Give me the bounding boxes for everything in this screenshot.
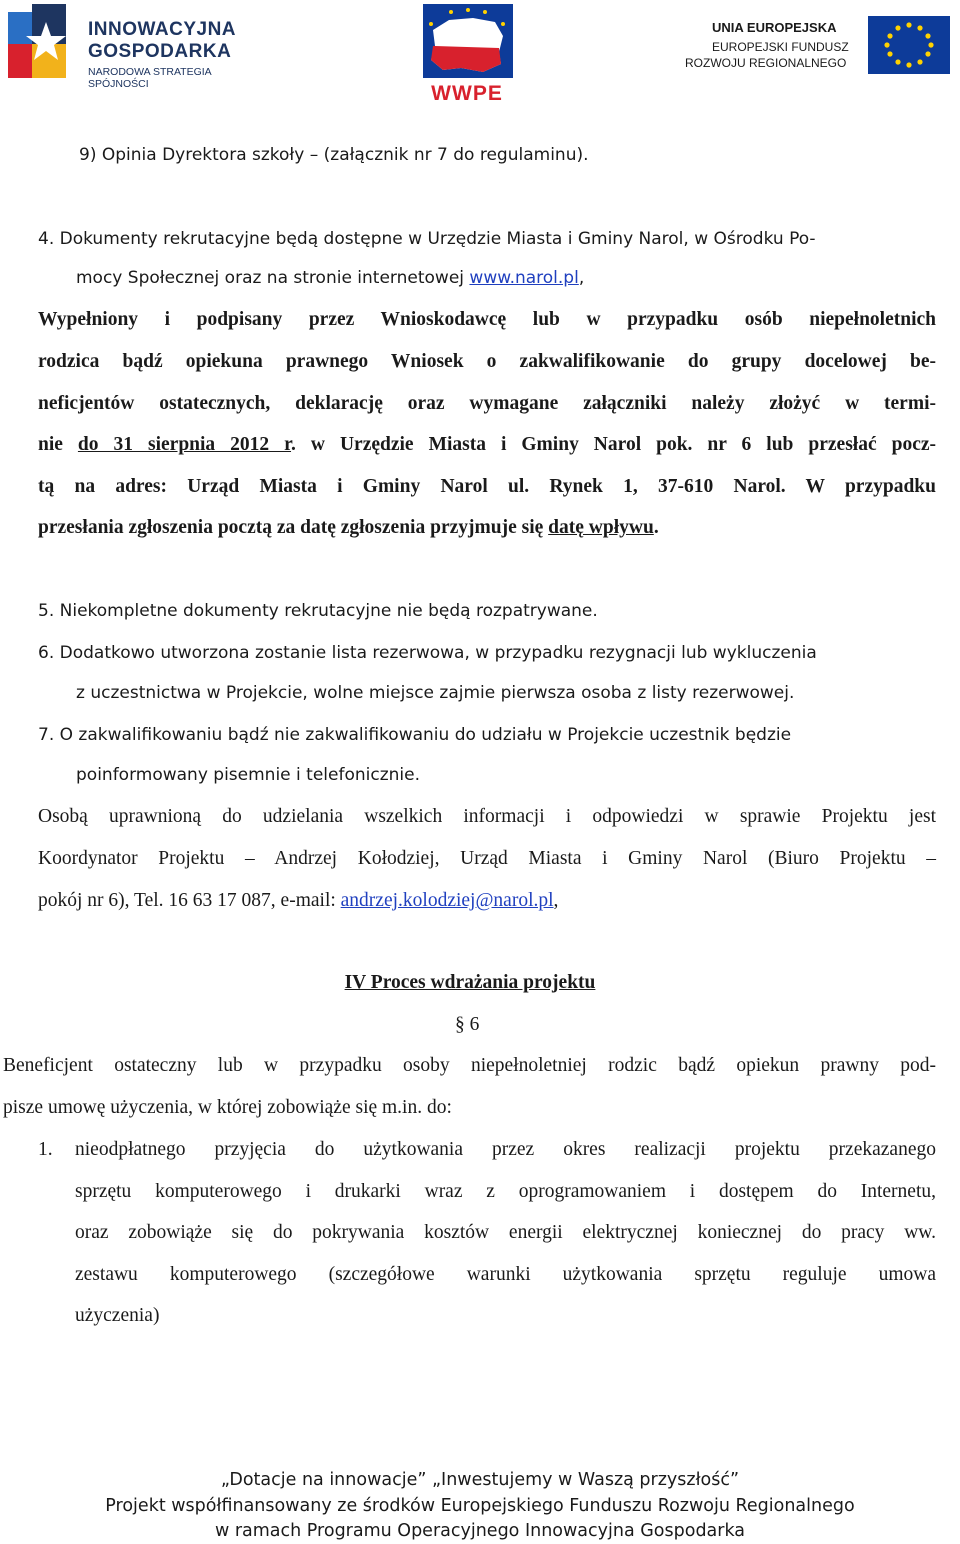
bold-para-line6-b: . — [653, 517, 659, 538]
receipt-date: datę wpływu — [548, 517, 654, 538]
email-link[interactable]: andrzej.kolodziej@narol.pl — [340, 890, 554, 911]
narol-website-link[interactable]: www.narol.pl — [469, 268, 579, 288]
contact-line3-comma: , — [553, 890, 559, 911]
point-4-line2 — [76, 266, 584, 290]
bold-para-line6-a: przesłania zgłoszenia pocztą za datę zgłoszenia przyjmuje się — [38, 517, 549, 538]
point-5: 5. Niekompletne dokumenty rekrutacyjne nie będą rozpatrywane. — [38, 601, 598, 621]
eu-logo-line1: UNIA EUROPEJSKA — [712, 20, 837, 35]
ig-star-icon — [8, 4, 84, 80]
bold-para-line4 — [38, 433, 936, 457]
wwpe-logo-text: WWPE — [431, 82, 503, 105]
ig-logo-line1: INNOWACYJNA — [88, 19, 237, 40]
list-item-line3: oraz zobowiąże się do pokrywania kosztów energii elektrycznej koniecznej do pracy ww. — [75, 1222, 936, 1243]
list-item-number: 1. — [38, 1139, 53, 1160]
footer-slogan: „Dotacje na innowacje” „Inwestujemy w Waszą przyszłość” — [220, 1470, 740, 1490]
bold-para-line3: neficjentów ostatecznych, deklarację oraz wymagane załączniki należy złożyć w termi- — [38, 393, 936, 414]
list-item-line1: nieodpłatnego przyjęcia do użytkowania przez okres realizacji projektu przekazanego — [75, 1139, 936, 1160]
beneficiary-line2: pisze umowę użyczenia, w której zobowiąże się m.in. do: — [3, 1097, 452, 1118]
section-heading: IV Proces wdrażania projektu — [344, 972, 596, 993]
contact-line1: Osobą uprawnioną do udzielania wszelkich informacji i odpowiedzi w sprawie Projektu jest — [38, 806, 936, 827]
bold-para-line1: Wypełniony i podpisany przez Wnioskodawcę lub w przypadku osób niepełnoletnich — [38, 309, 936, 330]
bold-para-line6 — [38, 516, 659, 540]
point-4-text: mocy Społecznej oraz na stronie internetowej — [76, 268, 470, 288]
point-7-line2: poinformowany pisemnie i telefonicznie. — [76, 765, 420, 785]
wwpe-map-icon — [415, 2, 520, 82]
point-4-line1: 4. Dokumenty rekrutacyjne będą dostępne w Urzędzie Miasta i Gminy Narol, w Ośrodku Po- — [38, 229, 816, 249]
point-6-line1: 6. Dodatkowo utworzona zostanie lista rezerwowa, w przypadku rezygnacji lub wykluczenia — [38, 643, 817, 663]
point-4-comma: , — [578, 268, 585, 288]
eu-logo-line2: EUROPEJSKI FUNDUSZ — [712, 40, 849, 54]
paragraph-sign: § 6 — [455, 1014, 480, 1035]
list-item-line2: sprzętu komputerowego i drukarki wraz z oprogramowaniem i dostępem do Internetu, — [75, 1181, 936, 1202]
ig-logo-line2: GOSPODARKA — [88, 41, 232, 62]
footer-programme: w ramach Programu Operacyjnego Innowacyjna Gospodarka — [214, 1521, 746, 1541]
list-item-line5: użyczenia) — [75, 1305, 160, 1326]
wwpe-logo — [415, 2, 520, 105]
footer-cofinancing: Projekt współfinansowany ze środków Europejskiego Funduszu Rozwoju Regionalnego — [105, 1496, 855, 1516]
contact-line2: Koordynator Projektu – Andrzej Kołodziej, Urząd Miasta i Gminy Narol (Biuro Projektu – — [38, 848, 936, 869]
bold-para-line5: tą na adres: Urząd Miasta i Gminy Narol ul. Rynek 1, 37-610 Narol. W przypadku — [38, 476, 936, 497]
logo-bar — [0, 0, 960, 110]
ig-logo-line3: NARODOWA STRATEGIA SPÓJNOŚCI — [88, 66, 212, 90]
list-item-line4: zestawu komputerowego (szczegółowe warunki użytkowania sprzętu reguluje umowa — [75, 1264, 936, 1285]
bold-para-line2: rodzica bądź opiekuna prawnego Wniosek o zakwalifikowanie do grupy docelowej be- — [38, 351, 936, 372]
contact-line3-text: pokój nr 6), Tel. 16 63 17 087, e-mail: — [38, 890, 341, 911]
beneficiary-line1: Beneficjent ostateczny lub w przypadku osoby niepełnoletniej rodzic bądź opiekun prawny pod- — [3, 1055, 936, 1076]
point-7-line1: 7. O zakwalifikowaniu bądź nie zakwalifikowaniu do udziału w Projekcie uczestnik będzie — [38, 725, 792, 745]
point-9-opinion: 9) Opinia Dyrektora szkoły – (załącznik nr 7 do regulaminu). — [79, 145, 589, 165]
deadline-date: do 31 sierpnia 2012 r — [77, 434, 292, 455]
contact-line3 — [38, 889, 558, 913]
innowacyjna-gospodarka-logo — [8, 4, 268, 90]
eu-logo-line3: ROZWOJU REGIONALNEGO — [685, 56, 847, 70]
bold-para-line4-b: . w Urzędzie Miasta i Gminy Narol pok. nr 6 lub przesłać pocz- — [291, 434, 936, 455]
eu-flag-icon — [868, 16, 950, 74]
eu-logo — [680, 14, 950, 80]
bold-para-line4-a: nie — [38, 434, 78, 455]
point-6-line2: z uczestnictwa w Projekcie, wolne miejsce zajmie pierwsza osoba z listy rezerwowej. — [76, 683, 795, 703]
